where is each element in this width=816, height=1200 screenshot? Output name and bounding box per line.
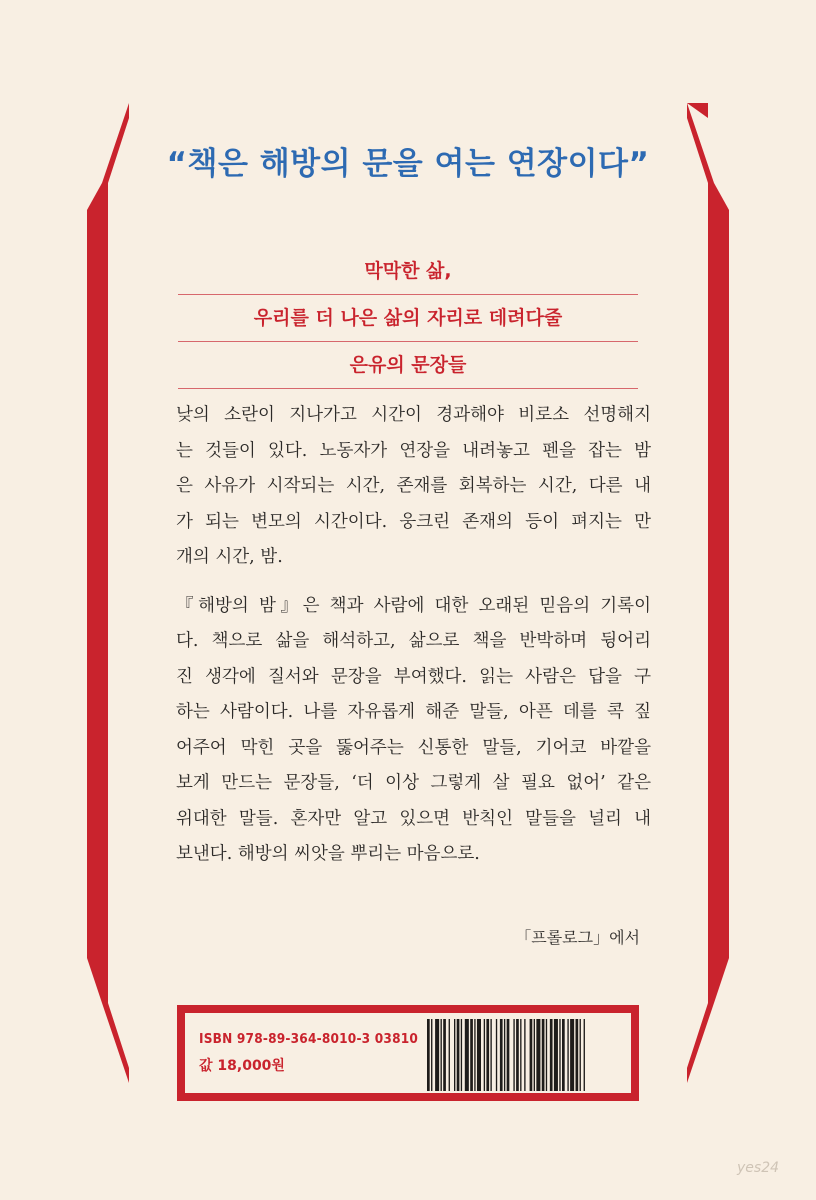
text-line: 『해방의 밤』은 책과 사람에 대한 오래된 믿음의 기록이 bbox=[176, 595, 651, 616]
barcode-icon bbox=[425, 1019, 630, 1091]
text-line: 낮의 소란이 지나가고 시간이 경과해야 비로소 선명해지 bbox=[176, 405, 651, 425]
text-line: 보게 만드는 문장들, ‘더 이상 그렇게 살 필요 없어’ 같은 bbox=[176, 773, 651, 793]
price-text: 값 18,000원 bbox=[199, 1058, 285, 1074]
watermark-logo: yes24 bbox=[737, 1160, 780, 1176]
text-line: 하는 사람이다. 나를 자유롭게 해준 말들, 아픈 데를 콕 짚 bbox=[176, 702, 651, 722]
text-line: 어주어 막힌 곳을 뚫어주는 신통한 말들, 기어코 바깥을 bbox=[176, 737, 651, 758]
subtitle-line: 은유의 문장들 bbox=[178, 342, 638, 389]
subtitle-line: 막막한 삶, bbox=[178, 248, 638, 295]
headline-quote: “책은 해방의 문을 여는 연장이다” bbox=[166, 146, 650, 182]
paragraph-2 bbox=[176, 589, 651, 873]
text-line: 진 생각에 질서와 문장을 부여했다. 읽는 사람은 답을 구 bbox=[176, 666, 651, 687]
isbn-text: ISBN 978-89-364-8010-3 03810 bbox=[199, 1031, 419, 1047]
body-text bbox=[176, 398, 651, 886]
text-line: 다. 책으로 삶을 해석하고, 삶으로 책을 반박하며 뒹어리 bbox=[176, 631, 651, 651]
source-citation: 「프롤로그」에서 bbox=[515, 928, 640, 947]
text-line: 은 사유가 시작되는 시간, 존재를 회복하는 시간, 다른 내 bbox=[176, 476, 651, 496]
subtitle-line: 우리를 더 나은 삶의 자리로 데려다줄 bbox=[178, 295, 638, 342]
text-line: 개의 시간, 밤. bbox=[176, 547, 283, 567]
text-line: 보낸다. 해방의 씨앗을 뿌리는 마음으로. bbox=[176, 844, 480, 864]
text-line: 가 되는 변모의 시간이다. 웅크린 존재의 등이 펴지는 만 bbox=[176, 511, 651, 532]
text-line: 위대한 말들. 혼자만 알고 있으면 반칙인 말들을 널리 내 bbox=[176, 808, 651, 829]
barcode-panel bbox=[185, 1013, 631, 1093]
text-line: 는 것들이 있다. 노동자가 연장을 내려놓고 펜을 잡는 밤 bbox=[176, 440, 651, 461]
barcode-box bbox=[177, 1005, 639, 1101]
subtitle-block bbox=[178, 248, 638, 389]
paragraph-1 bbox=[176, 398, 651, 576]
